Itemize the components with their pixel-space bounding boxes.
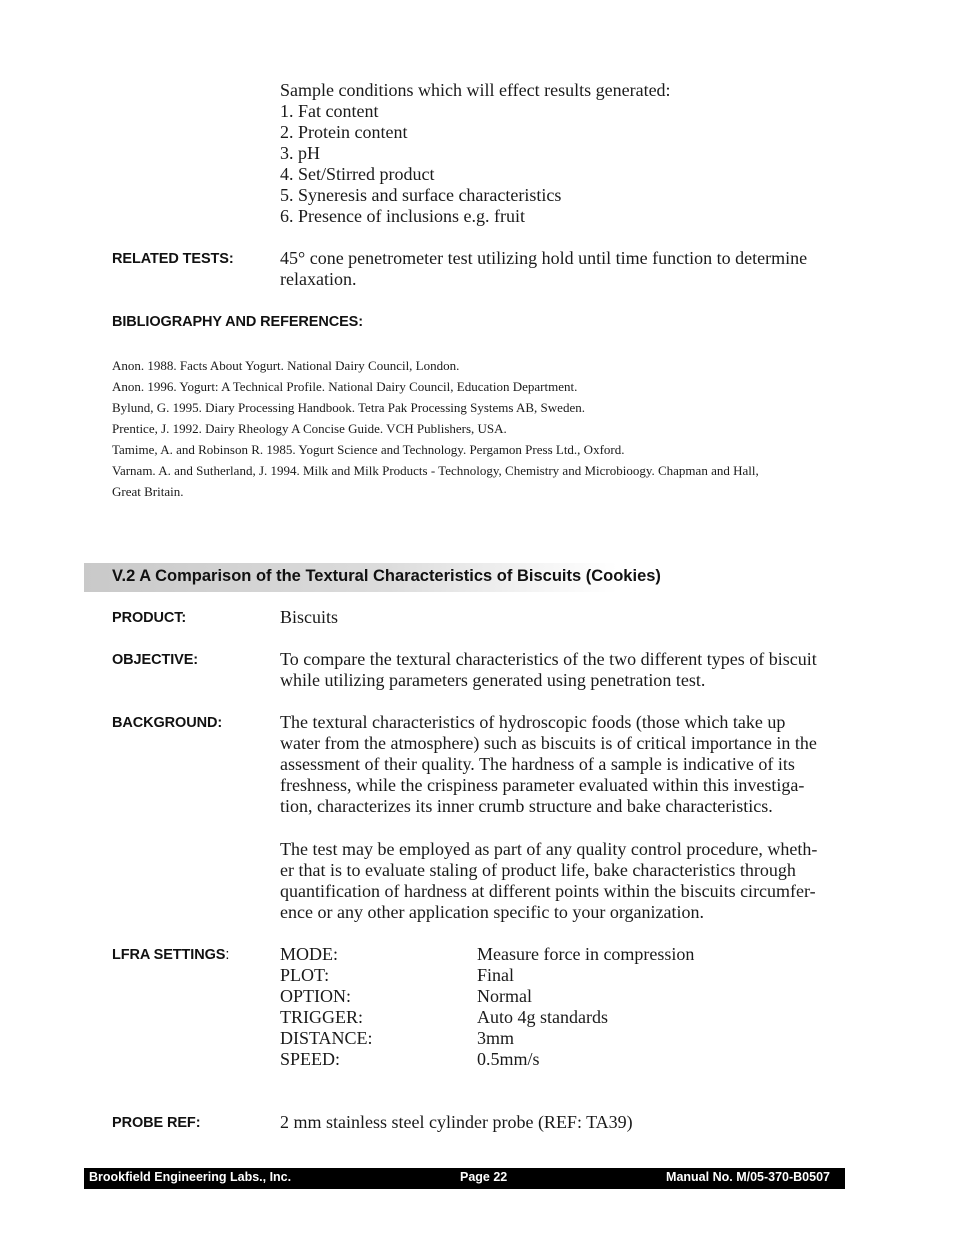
lfra-settings-values xyxy=(477,944,694,1070)
footer-company: Brookfield Engineering Labs., Inc. xyxy=(89,1170,292,1184)
lfra-settings-keys xyxy=(280,944,373,1070)
objective-line: while utilizing parameters generated using penetration test. xyxy=(280,670,706,690)
footer-manual-number: Manual No. M/05-370-B0507 xyxy=(666,1170,830,1184)
probe-ref-value: 2 mm stainless steel cylinder probe (REF: TA39) xyxy=(280,1112,633,1132)
condition-item: 3. pH xyxy=(280,143,320,163)
page-footer xyxy=(84,1168,845,1189)
background-line: The test may be employed as part of any quality control procedure, wheth- xyxy=(280,839,818,859)
setting-key: TRIGGER: xyxy=(280,1007,363,1027)
related-tests-line: 45° cone penetrometer test utilizing hold until time function to determine xyxy=(280,248,808,268)
reference-item: Anon. 1996. Yogurt: A Technical Profile. National Dairy Council, Education Department. xyxy=(112,379,578,394)
condition-item: 4. Set/Stirred product xyxy=(280,164,435,184)
reference-item: Prentice, J. 1992. Dairy Rheology A Concise Guide. VCH Publishers, USA. xyxy=(112,421,507,436)
background-line: quantification of hardness at different points within the biscuits circumfer- xyxy=(280,881,816,901)
setting-key: DISTANCE: xyxy=(280,1028,373,1048)
setting-key: PLOT: xyxy=(280,965,330,985)
setting-key: MODE: xyxy=(280,944,338,964)
background-line: freshness, while the crispiness parameter evaluated within this investiga- xyxy=(280,775,805,795)
background-paragraph-1 xyxy=(280,712,845,817)
lfra-settings-colon: : xyxy=(225,947,230,963)
reference-item: Great Britain. xyxy=(112,484,184,499)
background-line: tion, characterizes its inner crumb structure and bake characteristics. xyxy=(280,796,773,816)
setting-value: 3mm xyxy=(477,1028,515,1048)
related-tests-label: RELATED TESTS: xyxy=(112,251,234,267)
sample-conditions-intro: Sample conditions which will effect results generated: xyxy=(280,80,671,100)
setting-value: Final xyxy=(477,965,515,985)
setting-value: Auto 4g standards xyxy=(477,1007,608,1027)
condition-item: 5. Syneresis and surface characteristics xyxy=(280,185,562,205)
reference-item: Bylund, G. 1995. Diary Processing Handbook. Tetra Pak Processing Systems AB, Sweden. xyxy=(112,400,585,415)
footer-page-number: Page 22 xyxy=(460,1170,508,1184)
related-tests-line: relaxation. xyxy=(280,269,357,289)
objective-text xyxy=(280,649,845,691)
setting-value: 0.5mm/s xyxy=(477,1049,540,1069)
background-line: The textural characteristics of hydroscopic foods (those which take up xyxy=(280,712,786,732)
background-line: assessment of their quality. The hardness of a sample is indicative of its xyxy=(280,754,795,774)
product-value: Biscuits xyxy=(280,607,339,627)
condition-item: 6. Presence of inclusions e.g. fruit xyxy=(280,206,525,226)
sample-conditions xyxy=(280,80,845,227)
background-paragraph-2 xyxy=(280,839,845,923)
lfra-settings-label-text: LFRA SETTINGS xyxy=(112,947,226,963)
product-label: PRODUCT: xyxy=(112,610,187,626)
condition-item: 2. Protein content xyxy=(280,122,408,142)
setting-value: Measure force in compression xyxy=(477,944,695,964)
setting-value: Normal xyxy=(477,986,532,1006)
probe-ref-label: PROBE REF: xyxy=(112,1115,201,1131)
objective-line: To compare the textural characteristics of the two different types of biscuit xyxy=(280,649,817,669)
section-title: V.2 A Comparison of the Textural Characteristics of Biscuits (Cookies) xyxy=(112,567,661,585)
background-line: ence or any other application specific to your organization. xyxy=(280,902,705,922)
bibliography-heading: BIBLIOGRAPHY AND REFERENCES: xyxy=(112,314,363,330)
related-tests-text xyxy=(280,248,845,290)
background-label: BACKGROUND: xyxy=(112,715,223,731)
bibliography-list xyxy=(112,355,759,502)
setting-key: SPEED: xyxy=(280,1049,341,1069)
setting-key: OPTION: xyxy=(280,986,351,1006)
background-line: er that is to evaluate staling of product life, bake characteristics through xyxy=(280,860,796,880)
reference-item: Anon. 1988. Facts About Yogurt. National Dairy Council, London. xyxy=(112,358,460,373)
lfra-settings-label xyxy=(112,947,229,963)
reference-item: Tamime, A. and Robinson R. 1985. Yogurt Science and Technology. Pergamon Press Ltd., Oxford. xyxy=(112,442,625,457)
reference-item: Varnam. A. and Sutherland, J. 1994. Milk and Milk Products - Technology, Chemistry and Microbioogy. Chapman and Hall, xyxy=(112,463,759,478)
background-line: water from the atmosphere) such as biscuits is of critical importance in the xyxy=(280,733,817,753)
condition-item: 1. Fat content xyxy=(280,101,379,121)
objective-label: OBJECTIVE: xyxy=(112,652,199,668)
